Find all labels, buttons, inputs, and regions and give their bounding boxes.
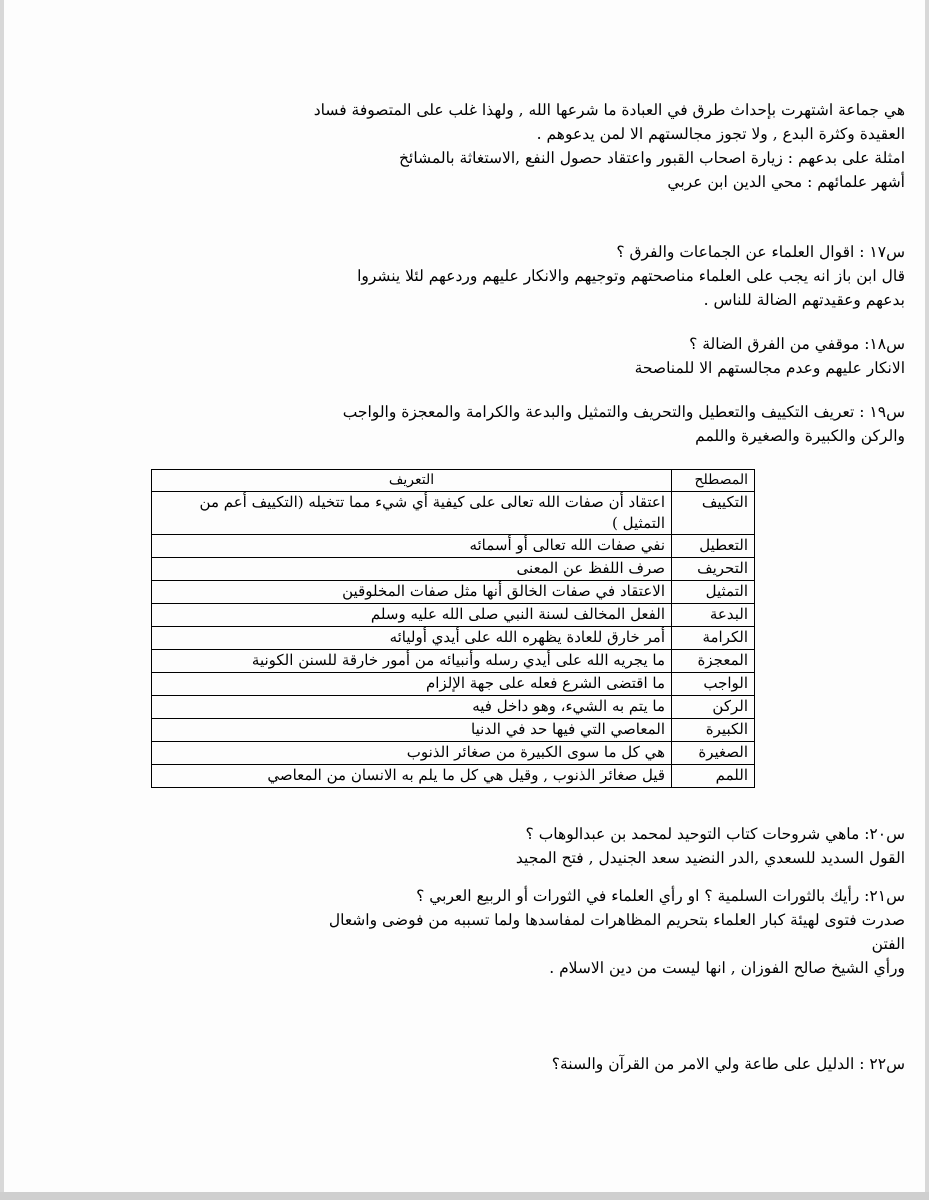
definition-cell: الاعتقاد في صفات الخالق أنها مثل صفات المخلوقين: [152, 581, 672, 604]
answer-text: صدرت فتوى لهيئة كبار العلماء بتحريم المظاهرات لمفاسدها ولما تسببه من فوضى واشعال: [328, 911, 905, 929]
page-edge-left: [0, 0, 4, 1200]
answer-text: الانكار عليهم وعدم مجالستهم الا للمناصحة: [634, 359, 905, 377]
table-row: [152, 696, 755, 719]
page-edge-right: [925, 0, 929, 1200]
term-cell: الصغيرة: [672, 742, 755, 765]
header-term: المصطلح: [672, 470, 755, 492]
term-cell: الكبيرة: [672, 719, 755, 742]
answer-text: ورأي الشيخ صالح الفوزان , انها ليست من دين الاسلام .: [549, 959, 905, 977]
intro-section: [100, 98, 905, 194]
table-row: [152, 673, 755, 696]
term-cell: الواجب: [672, 673, 755, 696]
definition-cell: نفي صفات الله تعالى أو أسمائه: [152, 535, 672, 558]
table-row: [152, 627, 755, 650]
table-row: [152, 604, 755, 627]
definition-cell: ما يجريه الله على أيدي رسله وأنبيائه من أمور خارقة للسنن الكونية: [152, 650, 672, 673]
question-18: [100, 332, 905, 380]
page-edge-bottom: [0, 1192, 929, 1200]
intro-line: هي جماعة اشتهرت بإحداث طرق في العبادة ما شرعها الله , ولهذا غلب على المتصوفة فساد: [313, 101, 905, 119]
table-row: [152, 581, 755, 604]
term-cell: التعطيل: [672, 535, 755, 558]
term-cell: الركن: [672, 696, 755, 719]
definition-cell: أمر خارق للعادة يظهره الله على أيدي أوليائه: [152, 627, 672, 650]
answer-text: القول السديد للسعدي ,الدر النضيد سعد الجنيدل , فتح المجيد: [515, 849, 905, 867]
term-cell: اللمم: [672, 765, 755, 788]
question-19: [100, 400, 905, 448]
answer-text: قال ابن باز انه يجب على العلماء مناصحتهم وتوجيهم والانكار عليهم وردعهم لئلا ينشروا: [357, 267, 905, 285]
definition-cell: اعتقاد أن صفات الله تعالى على كيفية أي شيء مما تتخيله (التكييف أعم من التمثيل ): [152, 492, 672, 535]
term-cell: التحريف: [672, 558, 755, 581]
table-row: [152, 765, 755, 788]
term-cell: التكييف: [672, 492, 755, 535]
table-row: [152, 742, 755, 765]
table-row: [152, 492, 755, 535]
intro-line: العقيدة وكثرة البدع , ولا تجوز مجالستهم الا لمن يدعوهم .: [536, 125, 905, 143]
answer-text: بدعهم وعقيدتهم الضالة للناس .: [703, 291, 905, 309]
term-cell: الكرامة: [672, 627, 755, 650]
question-text: س١٨: موقفي من الفرق الضالة ؟: [689, 335, 905, 353]
term-cell: المعجزة: [672, 650, 755, 673]
definition-cell: هي كل ما سوى الكبيرة من صغائر الذنوب: [152, 742, 672, 765]
terms-table: [151, 469, 755, 788]
intro-line: أشهر علمائهم : محي الدين ابن عربي: [667, 173, 905, 191]
table-row: [152, 650, 755, 673]
definition-cell: ما اقتضى الشرع فعله على جهة الإلزام: [152, 673, 672, 696]
definition-cell: ما يتم به الشيء، وهو داخل فيه: [152, 696, 672, 719]
question-text: س١٧ : اقوال العلماء عن الجماعات والفرق ؟: [616, 243, 905, 261]
question-text: والركن والكبيرة والصغيرة واللمم: [695, 427, 905, 445]
question-text: س٢٠: ماهي شروحات كتاب التوحيد لمحمد بن عبدالوهاب ؟: [525, 825, 905, 843]
definition-cell: المعاصي التي فيها حد في الدنيا: [152, 719, 672, 742]
question-22: [100, 1052, 905, 1076]
definition-cell: صرف اللفظ عن المعنى: [152, 558, 672, 581]
definition-cell: الفعل المخالف لسنة النبي صلى الله عليه وسلم: [152, 604, 672, 627]
question-text: س٢٢ : الدليل على طاعة ولي الامر من القرآن والسنة؟: [551, 1055, 905, 1073]
table-header-row: [152, 470, 755, 492]
question-text: س٢١: رأيك بالثورات السلمية ؟ او رأي العلماء في الثورات أو الربيع العربي ؟: [416, 887, 905, 905]
question-21: [100, 884, 905, 980]
definition-cell: قيل صغائر الذنوب , وقيل هي كل ما يلم به الانسان من المعاصي: [152, 765, 672, 788]
header-definition: التعريف: [152, 470, 672, 492]
question-text: س١٩ : تعريف التكييف والتعطيل والتحريف والتمثيل والبدعة والكرامة والمعجزة والواجب: [342, 403, 905, 421]
table-row: [152, 719, 755, 742]
intro-line: امثلة على بدعهم : زيارة اصحاب القبور واعتقاد حصول النفع ,الاستغاثة بالمشائخ: [399, 149, 905, 167]
answer-text: الفتن: [871, 935, 905, 953]
question-20: [100, 822, 905, 870]
term-cell: البدعة: [672, 604, 755, 627]
table-row: [152, 558, 755, 581]
table-row: [152, 535, 755, 558]
question-17: [100, 240, 905, 312]
term-cell: التمثيل: [672, 581, 755, 604]
